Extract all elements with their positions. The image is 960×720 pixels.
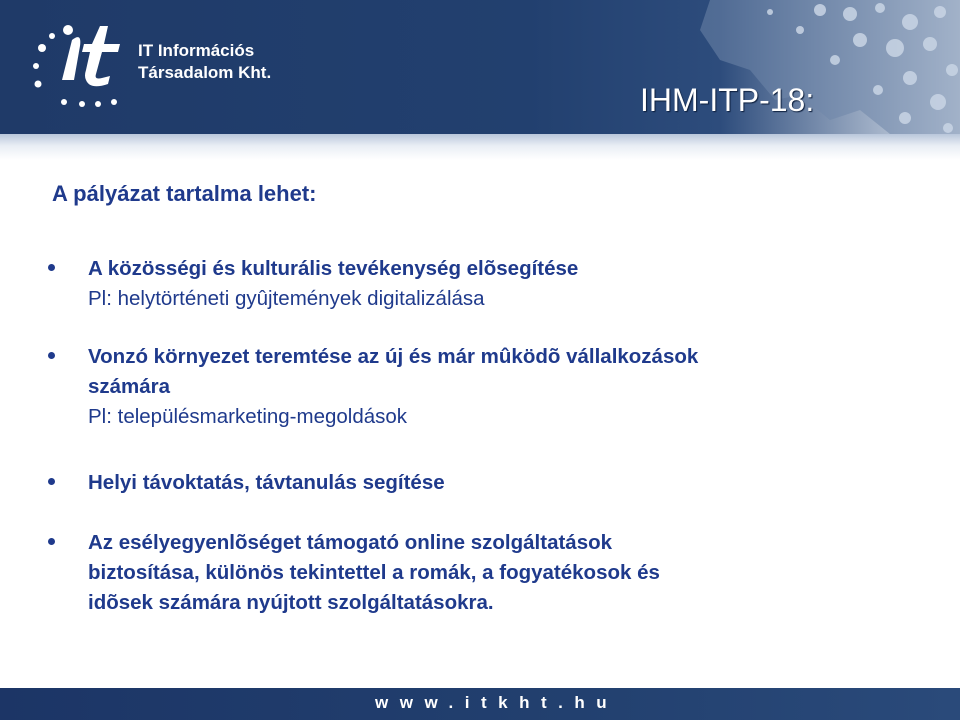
- bullet-text: biztosítása, különös tekintettel a romák, a fogyatékosok és: [88, 561, 660, 584]
- bullet-text: számára: [88, 375, 171, 398]
- bullet-item-2: [0, 342, 908, 432]
- slide-title: IHM-ITP-18:: [640, 82, 815, 118]
- bullet-text: Helyi távoktatás, távtanulás segítése: [88, 471, 445, 494]
- bullet-item-3: [0, 468, 908, 498]
- section-heading: A pályázat tartalma lehet:: [52, 181, 317, 206]
- header-banner: [0, 0, 960, 134]
- bullet-text: idõsek számára nyújtott szolgáltatásokra.: [88, 591, 494, 614]
- it-logo-icon: [28, 18, 138, 118]
- header-fade: [0, 134, 960, 160]
- bullet-item-4: [0, 528, 908, 618]
- logo-line-1: IT Információs: [138, 41, 255, 60]
- bullet-text: Vonzó környezet teremtése az új és már mûködõ vállalkozások: [88, 345, 699, 368]
- bullet-dot-icon: [48, 478, 55, 485]
- bullet-item-1: [0, 254, 908, 314]
- logo-line-2: Társadalom Kht.: [138, 63, 272, 82]
- bullet-subtext: Pl: településmarketing-megoldások: [88, 405, 408, 428]
- bullet-text: A közösségi és kulturális tevékenység elõsegítése: [88, 257, 579, 280]
- bullet-dot-icon: [48, 538, 55, 545]
- footer-url: www.itkht.hu: [375, 693, 619, 712]
- logo-text: [138, 40, 271, 84]
- bullet-dot-icon: [48, 264, 55, 271]
- footer-bar: [0, 688, 960, 720]
- bullet-dot-icon: [48, 352, 55, 359]
- bullet-list: [0, 254, 960, 618]
- bullet-subtext: Pl: helytörténeti gyûjtemények digitalizálása: [88, 287, 485, 310]
- bullet-text: Az esélyegyenlõséget támogató online szolgáltatások: [88, 531, 613, 554]
